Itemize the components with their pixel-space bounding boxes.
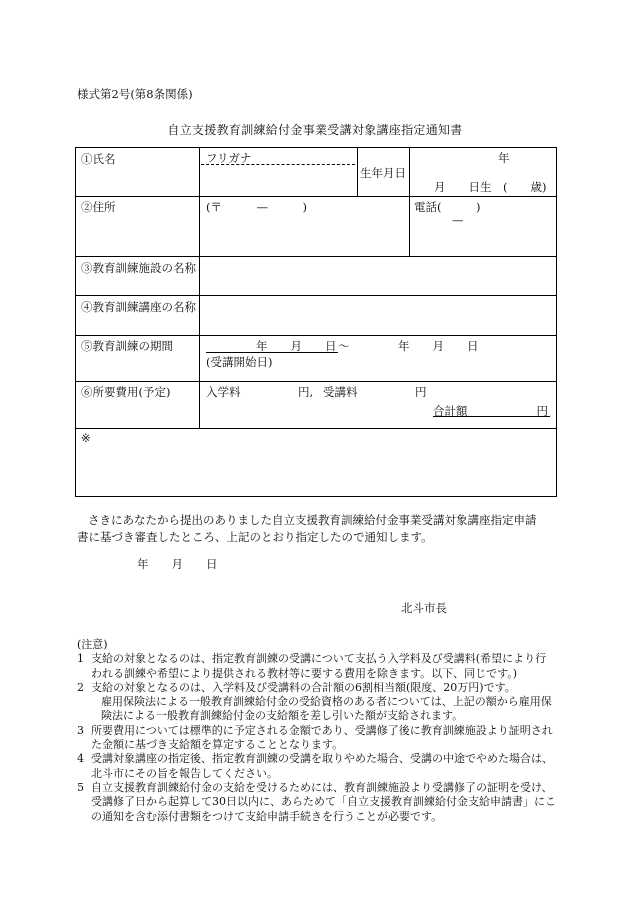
training-period-label: ⑤教育訓練の期間 [81,339,173,353]
notes-heading: (注意) [77,638,108,651]
address-label: ②住所 [81,200,116,214]
note-number: 2 [77,680,84,694]
period-start-underline [206,352,338,353]
period-tilde: 〜 [338,339,350,353]
note-text: 所要費用については標準的に予定される金額であり、受講修了後に教育訓練施設より証明された金額に基づき支給額を算定することとなります。 [91,723,553,752]
note-item [77,652,557,681]
admission-fee: 入学料 円, [206,385,314,399]
row-divider [76,335,556,336]
row-divider [76,196,556,197]
period-start-date: 年 月 日 [256,339,337,353]
period-start-note: (受講開始日) [206,355,273,369]
note-item [77,781,557,824]
form-number: 様式第2号(第8条関係) [77,87,193,101]
phone-label: 電話( ) [414,200,481,214]
row-divider [76,428,556,429]
birthdate-label: 生年月日 [360,166,406,180]
row-divider [76,295,556,296]
column-divider [409,196,410,256]
note-text: 受講対象講座の指定後、指定教育訓練の受講を取りやめた場合、受講の中途でやめた場合は、北斗市にその旨を報告してください。 [91,752,553,780]
notice-line-2: 書に基づき審査したところ、上記のとおり指定したので通知します。 [77,530,433,544]
course-name-label: ④教育訓練講座の名称 [81,300,196,314]
column-divider [409,148,410,196]
furigana-label: フリガナ [206,151,252,165]
note-item [77,681,557,695]
note-text: 支給の対象となるのは、指定教育訓練の受講について支払う入学料及び受講料(希望により行われる訓練や希望により提供される教材等に要する費用を除きます。以下、同じです。) [91,652,547,680]
tuition-fee: 受講料 円 [323,385,427,399]
column-divider [357,148,358,196]
remarks-mark: ※ [81,431,91,445]
facility-name-label: ③教育訓練施設の名称 [81,261,196,275]
note-number: 5 [77,780,84,794]
note-number: 3 [77,723,84,737]
total-amount: 合計額 円 [433,404,548,418]
row-divider [76,256,556,257]
total-underline [433,416,550,417]
note-number: 4 [77,752,84,766]
note-item [77,752,557,781]
note-text: 支給の対象となるのは、入学料及び受講料の合計額の6割相当額(限度、20万円)です。 [91,680,516,694]
furigana-divider [201,164,355,165]
period-end-date: 年 月 日 [398,339,479,353]
issuer-name: 北斗市長 [401,601,447,615]
note-text: 雇用保険法による一般教育訓練給付金の受給資格のある者については、上記の額から雇用保険法による一般教育訓練給付金の支給額を差し引いた額が支給されます。 [101,695,552,723]
phone-dash: — [452,213,464,227]
note-item [77,695,557,724]
row-divider [76,381,556,382]
notice-line-1: さきにあなたから提出のありました自立支援教育訓練給付金事業受講対象講座指定申請 [88,513,537,527]
note-item [77,724,557,753]
note-number: 1 [77,652,84,666]
document-title: 自立支援教育訓練給付金事業受講対象講座指定通知書 [167,123,463,137]
column-divider [199,148,200,428]
notice-paragraph [77,512,557,546]
postal-code: (〒 — ) [206,200,307,214]
notes-section [77,638,557,824]
birth-year: 年 [498,151,510,165]
cost-label: ⑥所要費用(予定) [81,385,171,399]
birth-month-day-age: 月 日生 ( 歳) [434,180,547,194]
issue-date: 年 月 日 [137,557,218,571]
designation-form-table [75,147,557,497]
note-text: 自立支援教育訓練給付金の支給を受けるためには、教育訓練施設より受講修了の証明を受け、受講修了日から起算して30日以内に、あらためて「自立支援教育訓練給付金支給申請書」にこの通知を含む添付書類をつけて支給申請手続きを行うことが必要です。 [91,780,556,823]
name-label: ①氏名 [81,152,116,166]
